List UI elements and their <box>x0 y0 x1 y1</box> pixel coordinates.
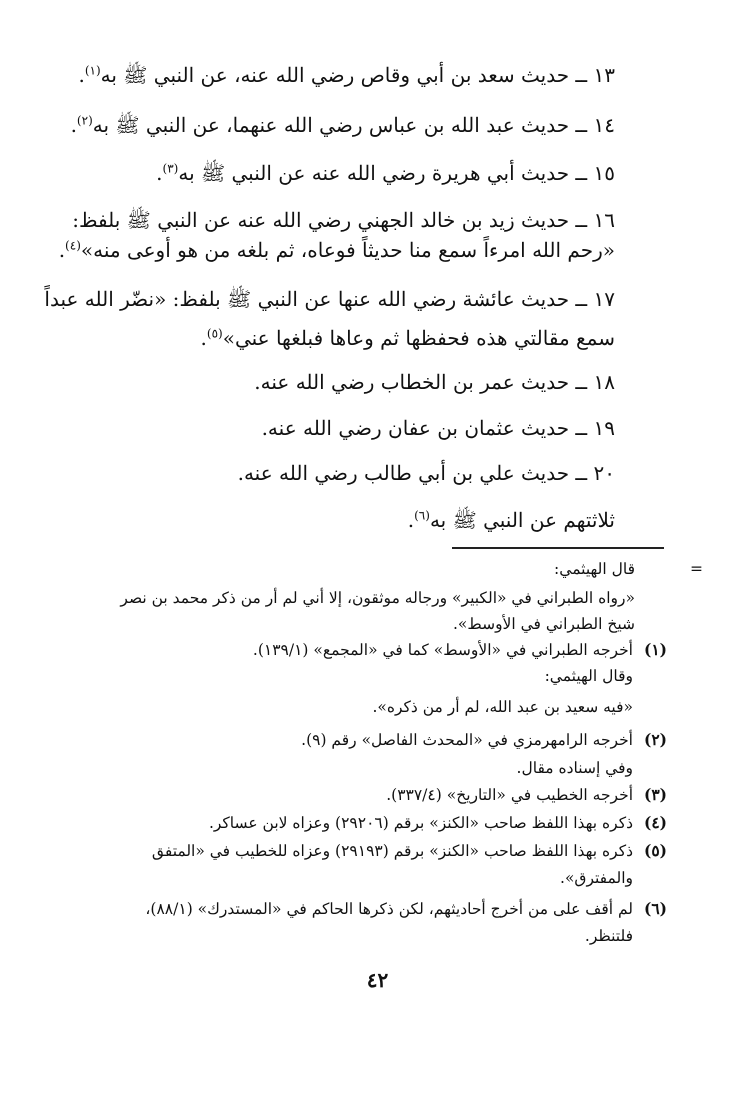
hadith-20: ٢٠ ــ حديث علي بن أبي طالب رضي الله عنه. <box>237 461 615 485</box>
hadith-15: ١٥ ــ حديث أبي هريرة رضي الله عنه عن النبي ﷺ به$^{(٣)}$. <box>156 161 615 185</box>
footnote-ref-5[interactable]: (٥) <box>206 326 223 341</box>
footnote-1-line-2: وقال الهيثمي: <box>544 667 633 685</box>
footnote-6 <box>145 897 667 921</box>
hadith-17-line-2: سمع مقالتي هذه فحفظها ثم وعاها فبلغها عني»$^{(٥)}$. <box>200 326 615 350</box>
footnote-1-line-3: «فيه سعيد بن عبد الله، لم أر من ذكره». <box>372 698 633 716</box>
hadith-14-text: ١٤ ــ حديث عبد الله بن عباس رضي الله عنهما، عن النبي ﷺ به <box>92 113 615 137</box>
page-number: ٤٢ <box>366 968 389 992</box>
footnote-1-text: أخرجه الطبراني في «الأوسط» كما في «المجمع» (١٣٩/١). <box>252 641 633 659</box>
hadith-all-three: ثلاثتهم عن النبي ﷺ به$^{(٦)}$. <box>407 508 615 532</box>
footnote-3-text: أخرجه الخطيب في «التاريخ» (٣٣٧/٤). <box>386 786 633 804</box>
footnote-4-text: ذكره بهذا اللفظ صاحب «الكنز» برقم (٢٩٢٠٦) وعزاه لابن عساكر. <box>208 814 633 832</box>
hadith-17-text: سمع مقالتي هذه فحفظها ثم وعاها فبلغها عني» <box>222 326 615 350</box>
continuation-marker: = <box>690 560 703 578</box>
footnote-ref-3[interactable]: (٣) <box>162 161 179 176</box>
footnote-1 <box>253 638 667 662</box>
footnote-5-text: ذكره بهذا اللفظ صاحب «الكنز» برقم (٢٩١٩٣) وعزاه للخطيب في «المتفق <box>151 842 633 860</box>
hadith-all-three-text: ثلاثتهم عن النبي ﷺ به <box>429 508 615 532</box>
footnote-2 <box>301 728 667 752</box>
footnote-ref-1[interactable]: (١) <box>84 63 101 78</box>
footnote-6-line-2: فلتنظر. <box>584 927 633 945</box>
hadith-13-text: ١٣ ــ حديث سعد بن أبي وقاص رضي الله عنه، عن النبي ﷺ به <box>100 63 615 87</box>
hadith-16-text: «رحم الله امرءاً سمع منا حديثاً فوعاه، ثم بلغه من هو أوعى منه» <box>80 238 615 262</box>
footnote-2-line-2: وفي إسناده مقال. <box>516 759 633 777</box>
hadith-19: ١٩ ــ حديث عثمان بن عفان رضي الله عنه. <box>261 416 615 440</box>
footnote-separator <box>452 547 664 549</box>
hadith-16-line-1: ١٦ ــ حديث زيد بن خالد الجهني رضي الله عنه عن النبي ﷺ بلفظ: <box>72 208 615 232</box>
hadith-15-text: ١٥ ــ حديث أبي هريرة رضي الله عنه عن النبي ﷺ به <box>178 161 615 185</box>
hadith-18: ١٨ ــ حديث عمر بن الخطاب رضي الله عنه. <box>254 370 615 394</box>
footnote-3 <box>386 783 667 807</box>
footnote-5-number: (٥) <box>643 841 667 860</box>
footnote-4 <box>209 811 667 835</box>
hadith-16-line-2: «رحم الله امرءاً سمع منا حديثاً فوعاه، ثم بلغه من هو أوعى منه»$^{(٤)}$. <box>58 238 615 262</box>
footnote-6-number: (٦) <box>643 899 667 918</box>
hadith-13: ١٣ ــ حديث سعد بن أبي وقاص رضي الله عنه، عن النبي ﷺ به$^{(١)}$. <box>78 63 615 87</box>
footnote-cont-line-1: قال الهيثمي: <box>554 560 635 578</box>
footnote-2-number: (٢) <box>643 730 667 749</box>
footnote-2-text: أخرجه الرامهرمزي في «المحدث الفاصل» رقم (٩). <box>301 731 633 749</box>
footnote-1-number: (١) <box>643 640 667 659</box>
footnote-5-line-2: والمفترق». <box>560 869 633 887</box>
footnote-4-number: (٤) <box>643 813 667 832</box>
footnote-ref-6[interactable]: (٦) <box>414 508 430 523</box>
footnote-cont-line-3: شيخ الطبراني في الأوسط». <box>452 615 635 633</box>
hadith-14: ١٤ ــ حديث عبد الله بن عباس رضي الله عنهما، عن النبي ﷺ به$^{(٢)}$. <box>70 113 615 137</box>
footnote-ref-2[interactable]: (٢) <box>76 113 93 128</box>
footnote-6-text: لم أقف على من أخرج أحاديثهم، لكن ذكرها الحاكم في «المستدرك» (٨٨/١)، <box>145 900 633 918</box>
footnote-cont-line-2: «رواه الطبراني في «الكبير» ورجاله موثقون، إلا أني لم أر من ذكر محمد بن نصر <box>120 589 635 607</box>
footnote-3-number: (٣) <box>643 785 667 804</box>
footnote-5 <box>152 839 667 863</box>
hadith-17-line-1: ١٧ ــ حديث عائشة رضي الله عنها عن النبي ﷺ بلفظ: «نضّر الله عبداً <box>44 287 615 311</box>
footnote-ref-4[interactable]: (٤) <box>65 238 81 253</box>
